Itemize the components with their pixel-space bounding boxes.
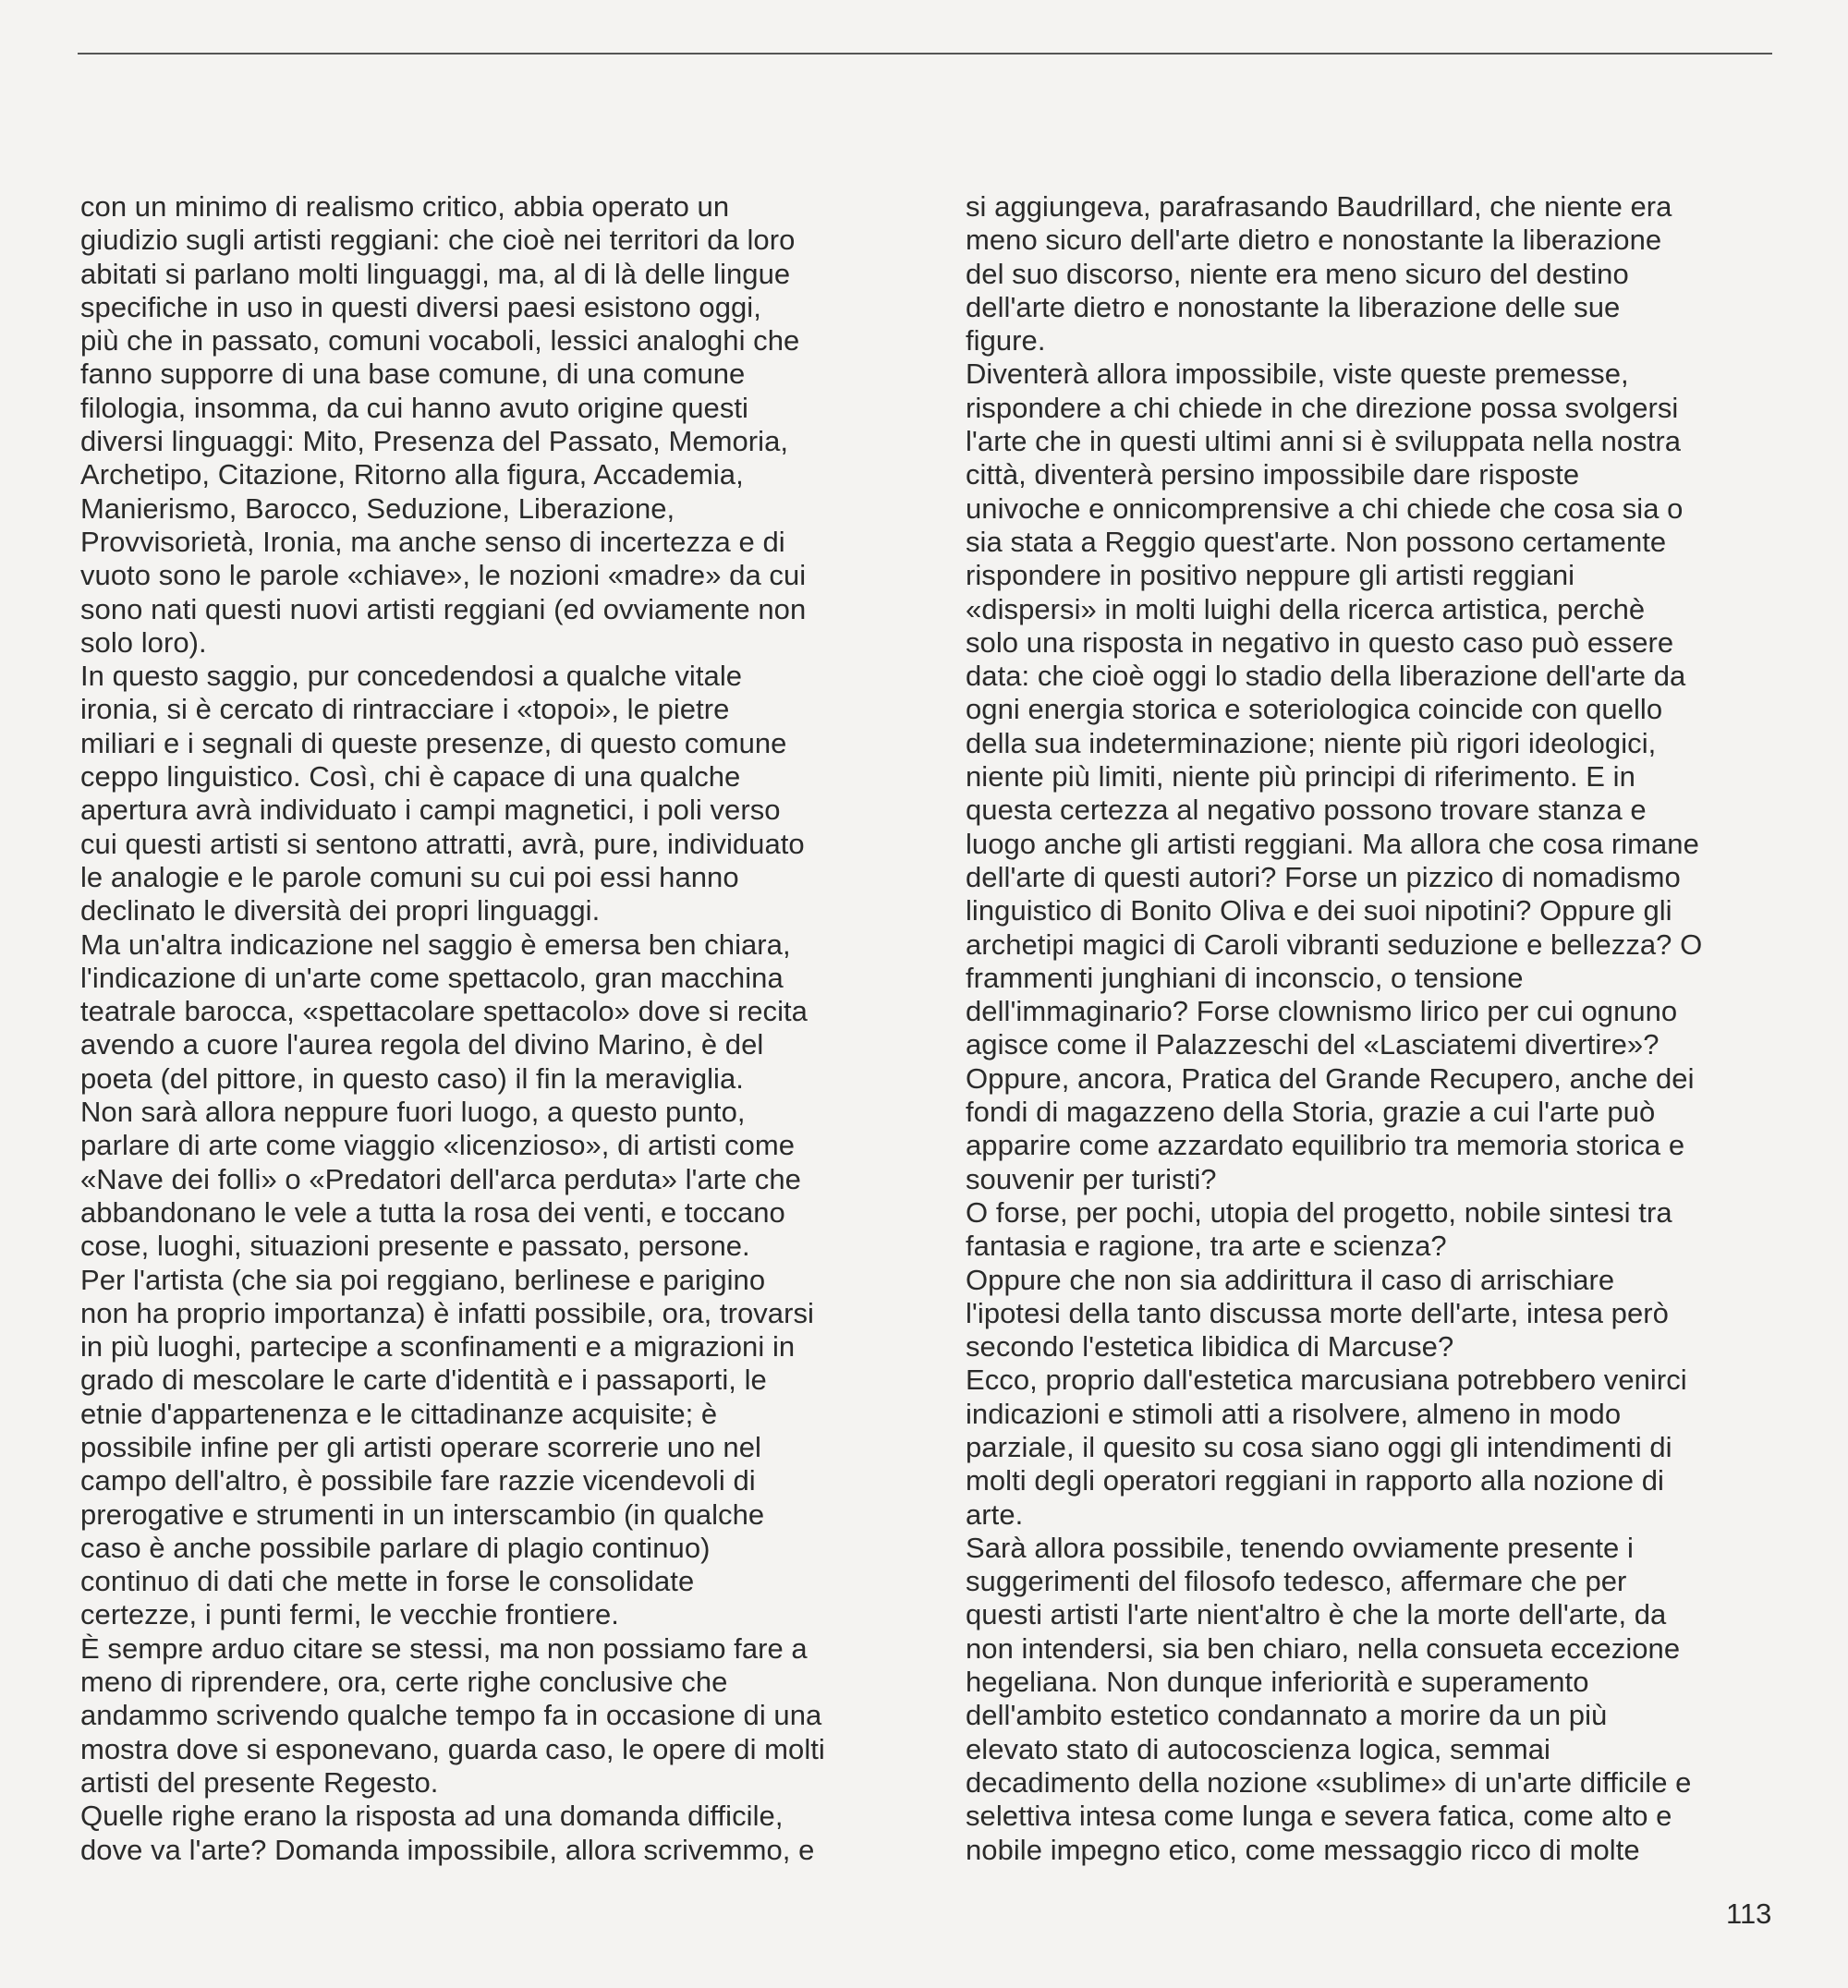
text-line: possibile infine per gli artisti operare scorrerie uno nel bbox=[80, 1430, 761, 1463]
text-line: selettiva intesa come lunga e severa fatica, come alto e bbox=[966, 1800, 1672, 1833]
text-line: solo una risposta in negativo in questo caso può essere bbox=[966, 625, 1674, 659]
text-line: suggerimenti del filosofo tedesco, affermare che per bbox=[966, 1565, 1627, 1598]
text-line: nobile impegno etico, come messaggio ricco di molte bbox=[966, 1833, 1640, 1866]
text-line: meno di riprendere, ora, certe righe conclusive che bbox=[80, 1666, 728, 1699]
text-line: dell'ambito estetico condannato a morire da un più bbox=[966, 1699, 1608, 1732]
text-line: Ma un'altra indicazione nel saggio è emersa ben chiara, bbox=[80, 927, 791, 961]
text-line: abbandonano le vele a tutta la rosa dei venti, e toccano bbox=[80, 1195, 785, 1229]
text-line: meno sicuro dell'arte dietro e nonostante la liberazione bbox=[966, 224, 1662, 257]
text-line: caso è anche possibile parlare di plagio continuo) bbox=[80, 1531, 711, 1564]
text-line: certezze, i punti fermi, le vecchie frontiere. bbox=[80, 1598, 619, 1631]
text-line: filologia, insomma, da cui hanno avuto origine questi bbox=[80, 391, 748, 424]
text-line: linguistico di Bonito Oliva e dei suoi nipotini? Oppure gli bbox=[966, 894, 1672, 927]
text-line: arte. bbox=[966, 1497, 1024, 1531]
text-line: etnie d'appartenenza e le cittadinanze acquisite; è bbox=[80, 1397, 718, 1430]
top-rule bbox=[78, 53, 1772, 55]
text-line: non ha proprio importanza) è infatti possibile, ora, trovarsi bbox=[80, 1296, 814, 1329]
text-line: abitati si parlano molti linguaggi, ma, al di là delle lingue bbox=[80, 257, 791, 290]
text-line: agisce come il Palazzeschi del «Lasciatemi divertire»? bbox=[966, 1028, 1660, 1061]
text-line: parlare di arte come viaggio «licenzioso», di artisti come bbox=[80, 1129, 796, 1162]
text-line: poeta (del pittore, in questo caso) il fin la meraviglia. bbox=[80, 1061, 744, 1095]
text-line: vuoto sono le parole «chiave», le nozioni «madre» da cui bbox=[80, 559, 807, 592]
text-line: città, diventerà persino impossibile dare risposte bbox=[966, 458, 1580, 491]
text-line: indicazioni e stimoli atti a risolvere, almeno in modo bbox=[966, 1397, 1622, 1430]
text-line: le analogie e le parole comuni su cui poi essi hanno bbox=[80, 860, 739, 893]
text-line: solo loro). bbox=[80, 625, 207, 659]
text-line: univoche e onnicomprensive a chi chiede che cosa sia o bbox=[966, 491, 1684, 525]
text-line: sia stata a Reggio quest'arte. Non possono certamente bbox=[966, 525, 1667, 558]
left-text-column bbox=[80, 190, 898, 1867]
text-line: apertura avrà individuato i campi magnetici, i poli verso bbox=[80, 794, 781, 827]
text-line: Provvisorietà, Ironia, ma anche senso di incertezza e di bbox=[80, 525, 785, 558]
text-line: andammo scrivendo qualche tempo fa in occasione di una bbox=[80, 1699, 822, 1732]
text-line: artisti del presente Regesto. bbox=[80, 1765, 439, 1799]
text-line: ceppo linguistico. Così, chi è capace di una qualche bbox=[80, 760, 741, 794]
text-line: diversi linguaggi: Mito, Presenza del Passato, Memoria, bbox=[80, 425, 789, 458]
text-line: mostra dove si esponevano, guarda caso, le opere di molti bbox=[80, 1732, 825, 1765]
text-line: dell'arte di questi autori? Forse un pizzico di nomadismo bbox=[966, 860, 1681, 893]
text-line: «Nave dei folli» o «Predatori dell'arca perduta» l'arte che bbox=[80, 1162, 801, 1195]
text-line: decadimento della nozione «sublime» di un'arte difficile e bbox=[966, 1765, 1692, 1799]
text-line: niente più limiti, niente più principi di riferimento. E in bbox=[966, 760, 1635, 794]
text-line: parziale, il quesito su cosa siano oggi gli intendimenti di bbox=[966, 1430, 1672, 1463]
text-line: Oppure che non sia addirittura il caso di arrischiare bbox=[966, 1263, 1615, 1296]
text-line: in più luoghi, partecipe a sconfinamenti e a migrazioni in bbox=[80, 1330, 796, 1364]
text-line: Quelle righe erano la risposta ad una domanda difficile, bbox=[80, 1800, 784, 1833]
text-line: dell'arte dietro e nonostante la liberazione delle sue bbox=[966, 290, 1621, 323]
text-line: secondo l'estetica libidica di Marcuse? bbox=[966, 1330, 1454, 1364]
text-line: fanno supporre di una base comune, di una comune bbox=[80, 358, 746, 391]
text-line: Ecco, proprio dall'estetica marcusiana potrebbero venirci bbox=[966, 1364, 1687, 1397]
text-line: sono nati questi nuovi artisti reggiani (ed ovviamente non bbox=[80, 592, 807, 625]
text-line: cose, luoghi, situazioni presente e passato, persone. bbox=[80, 1230, 750, 1263]
text-line: della sua indeterminazione; niente più rigori ideologici, bbox=[966, 726, 1657, 759]
text-line: campo dell'altro, è possibile fare razzie vicendevoli di bbox=[80, 1464, 756, 1497]
text-line: apparire come azzardato equilibrio tra memoria storica e bbox=[966, 1129, 1685, 1162]
text-line: Manierismo, Barocco, Seduzione, Liberazione, bbox=[80, 491, 675, 525]
text-line: data: che cioè oggi lo stadio della liberazione dell'arte da bbox=[966, 660, 1686, 693]
text-line: souvenir per turisti? bbox=[966, 1162, 1217, 1195]
text-line: dell'immaginario? Forse clownismo lirico per cui ognuno bbox=[966, 995, 1678, 1028]
text-line: ogni energia storica e soteriologica coincide con quello bbox=[966, 693, 1663, 726]
text-line: cui questi artisti si sentono attratti, avrà, pure, individuato bbox=[80, 827, 805, 860]
text-line: molti degli operatori reggiani in rapporto alla nozione di bbox=[966, 1464, 1664, 1497]
text-line: declinato le diversità dei propri linguaggi. bbox=[80, 894, 601, 927]
page-number: 113 bbox=[1726, 1897, 1772, 1930]
text-line: continuo di dati che mette in forse le consolidate bbox=[80, 1565, 695, 1598]
text-line: «dispersi» in molti luighi della ricerca artistica, perchè bbox=[966, 592, 1646, 625]
text-line: teatrale barocca, «spettacolare spettacolo» dove si recita bbox=[80, 995, 808, 1028]
text-line: si aggiungeva, parafrasando Baudrillard, che niente era bbox=[966, 190, 1672, 223]
text-line: archetipi magici di Caroli vibranti seduzione e bellezza? O bbox=[966, 927, 1703, 961]
text-line: prerogative e strumenti in un interscambio (in qualche bbox=[80, 1497, 765, 1531]
text-line: avendo a cuore l'aurea regola del divino Marino, è del bbox=[80, 1028, 764, 1061]
text-line: hegeliana. Non dunque inferiorità e superamento bbox=[966, 1666, 1589, 1699]
text-line: O forse, per pochi, utopia del progetto, nobile sintesi tra bbox=[966, 1195, 1672, 1229]
text-line: fondi di magazzeno della Storia, grazie a cui l'arte può bbox=[966, 1096, 1656, 1129]
text-line: Diventerà allora impossibile, viste queste premesse, bbox=[966, 358, 1629, 391]
text-line: frammenti junghiani di inconscio, o tensione bbox=[966, 961, 1524, 994]
text-line: fantasia e ragione, tra arte e scienza? bbox=[966, 1230, 1447, 1263]
text-line: grado di mescolare le carte d'identità e i passaporti, le bbox=[80, 1364, 767, 1397]
text-line: l'ipotesi della tanto discussa morte dell'arte, intesa però bbox=[966, 1296, 1669, 1329]
text-line: specifiche in uso in questi diversi paesi esistono oggi, bbox=[80, 290, 761, 323]
text-line: rispondere in positivo neppure gli artisti reggiani bbox=[966, 559, 1575, 592]
text-line: elevato stato di autocoscienza logica, semmai bbox=[966, 1732, 1550, 1765]
text-line: giudizio sugli artisti reggiani: che cioè nei territori da loro bbox=[80, 224, 796, 257]
text-line: miliari e i segnali di queste presenze, di questo comune bbox=[80, 726, 787, 759]
text-line: figure. bbox=[966, 324, 1046, 358]
text-line: Per l'artista (che sia poi reggiano, berlinese e parigino bbox=[80, 1263, 766, 1296]
text-line: questi artisti l'arte nient'altro è che la morte dell'arte, da bbox=[966, 1598, 1667, 1631]
text-line: del suo discorso, niente era meno sicuro del destino bbox=[966, 257, 1629, 290]
text-line: Oppure, ancora, Pratica del Grande Recupero, anche dei bbox=[966, 1061, 1695, 1095]
text-line: In questo saggio, pur concedendosi a qualche vitale bbox=[80, 660, 743, 693]
text-line: questa certezza al negativo possono trovare stanza e bbox=[966, 794, 1647, 827]
text-line: più che in passato, comuni vocaboli, lessici analoghi che bbox=[80, 324, 800, 358]
text-line: non intendersi, sia ben chiaro, nella consueta eccezione bbox=[966, 1631, 1681, 1665]
text-line: Archetipo, Citazione, Ritorno alla figura, Accademia, bbox=[80, 458, 744, 491]
text-line: l'arte che in questi ultimi anni si è sviluppata nella nostra bbox=[966, 425, 1682, 458]
text-line: Sarà allora possibile, tenendo ovviamente presente i bbox=[966, 1531, 1634, 1564]
text-line: È sempre arduo citare se stessi, ma non possiamo fare a bbox=[80, 1631, 808, 1665]
text-line: rispondere a chi chiede in che direzione possa svolgersi bbox=[966, 391, 1679, 424]
text-line: dove va l'arte? Domanda impossibile, allora scrivemmo, e bbox=[80, 1833, 815, 1866]
text-line: con un minimo di realismo critico, abbia operato un bbox=[80, 190, 730, 223]
right-text-column bbox=[966, 190, 1783, 1867]
text-line: luogo anche gli artisti reggiani. Ma allora che cosa rimane bbox=[966, 827, 1699, 860]
text-line: l'indicazione di un'arte come spettacolo, gran macchina bbox=[80, 961, 784, 994]
text-line: Non sarà allora neppure fuori luogo, a questo punto, bbox=[80, 1096, 746, 1129]
text-line: ironia, si è cercato di rintracciare i «topoi», le pietre bbox=[80, 693, 730, 726]
